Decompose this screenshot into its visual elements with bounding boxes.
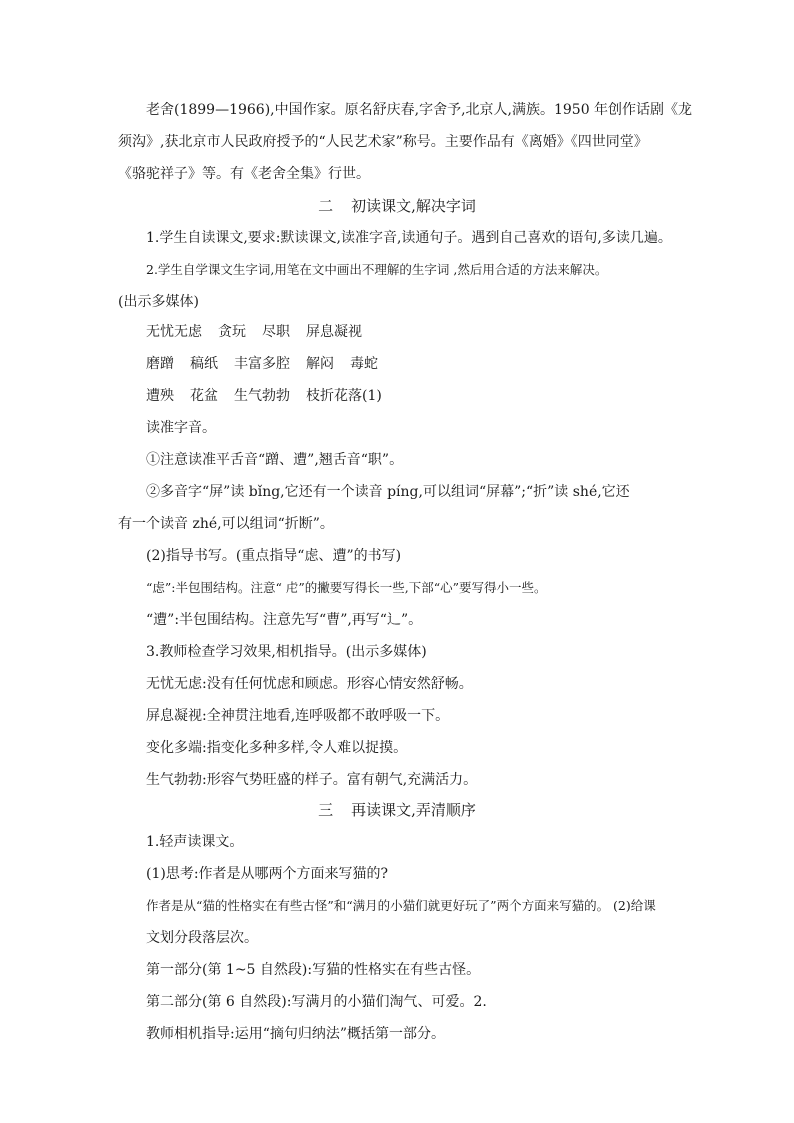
section-3-heading (0, 800, 794, 820)
vocab-row-2 (146, 354, 394, 374)
vocab-word: 生气勃勃 (234, 388, 290, 404)
vocab-word: 遭殃 (146, 388, 174, 404)
section-2-p4: 读准字音。 (146, 420, 216, 436)
vocab-word: 丰富多腔 (234, 356, 290, 372)
vocab-row-1 (146, 322, 378, 342)
section-3-p7: 教师相机指导:运用“摘句归纳法”概括第一部分。 (146, 1026, 446, 1042)
section-3-p4: 文划分段落层次。 (146, 930, 258, 946)
section-3-title: 再读课文,弄清顺序 (351, 801, 476, 819)
section-3-p2: (1)思考:作者是从哪两个方面来写猫的? (146, 866, 389, 882)
intro-line-2: 须沟》,获北京市人民政府授予的“人民艺术家”称号。主要作品有《离婚》《四世同堂》 (118, 134, 648, 150)
vocab-word: 稿纸 (190, 356, 218, 372)
section-3-number: 三 (318, 801, 334, 819)
section-2-title: 初读课文,解决字词 (351, 197, 476, 215)
vocab-word: 贪玩 (218, 324, 246, 340)
section-2-number: 二 (318, 197, 334, 215)
vocab-word: 磨蹭 (146, 356, 174, 372)
intro-line-1: 老舍(1899—1966),中国作家。原名舒庆春,字舍予,北京人,满族。1950 年创作话剧《龙 (146, 102, 693, 118)
vocab-row-3 (146, 386, 398, 406)
section-2-p13: 屏息凝视:全神贯注地看,连呼吸都不敢呼吸一下。 (146, 708, 450, 724)
section-2-p6: ②多音字“屏”读 bǐng,它还有一个读音 píng,可以组词“屏幕”;“折”读 shé,它还 (146, 484, 630, 500)
section-2-p3: (出示多媒体) (118, 294, 199, 310)
intro-line-3: 《骆驼祥子》等。有《老舍全集》行世。 (118, 166, 370, 182)
section-2-p5: ①注意读准平舌音“蹭、遭”,翘舌音“职”。 (146, 452, 404, 468)
section-2-p8: (2)指导书写。(重点指导“虑、遭”的书写) (146, 548, 402, 564)
section-3-p6: 第二部分(第 6 自然段):写满月的小猫们淘气、可爱。2. (146, 994, 487, 1010)
section-3-p5: 第一部分(第 1~5 自然段):写猫的性格实在有些古怪。 (146, 962, 481, 978)
vocab-word: 花盆 (190, 388, 218, 404)
vocab-word: 枝折花落(1) (306, 388, 382, 404)
section-2-p10: “遭”:半包围结构。注意先写“曹”,再写“辶”。 (146, 612, 423, 628)
vocab-word: 无忧无虑 (146, 324, 202, 340)
section-2-p14: 变化多端:指变化多种多样,令人难以捉摸。 (146, 740, 408, 756)
section-2-p1: 1.学生自读课文,要求:默读课文,读准字音,读通句子。遇到自己喜欢的语句,多读几遍。 (146, 230, 672, 246)
section-3-p3: 作者是从“猫的性格实在有些古怪”和“满月的小猫们就更好玩了”两个方面来写猫的。 (2)给课 (146, 898, 656, 913)
section-2-p2: 2.学生自学课文生字词,用笔在文中画出不理解的生字词 ,然后用合适的方法来解决。 (146, 262, 608, 277)
vocab-word: 解闷 (306, 356, 334, 372)
vocab-word: 屏息凝视 (306, 324, 362, 340)
section-2-p11: 3.教师检查学习效果,相机指导。(出示多媒体) (146, 644, 427, 660)
section-2-p7: 有一个读音 zhé,可以组词“折断”。 (118, 516, 334, 532)
section-2-p15: 生气勃勃:形容气势旺盛的样子。富有朝气,充满活力。 (146, 772, 478, 788)
vocab-word: 毒蛇 (350, 356, 378, 372)
section-3-p1: 1.轻声读课文。 (146, 834, 244, 850)
section-2-p12: 无忧无虑:没有任何忧虑和顾虑。形容心情安然舒畅。 (146, 676, 473, 692)
section-2-p9: “虑”:半包围结构。注意“ 虍”的撇要写得长一些,下部“心”要写得小一些。 (146, 580, 547, 595)
section-2-heading (0, 196, 794, 216)
vocab-word: 尽职 (262, 324, 290, 340)
